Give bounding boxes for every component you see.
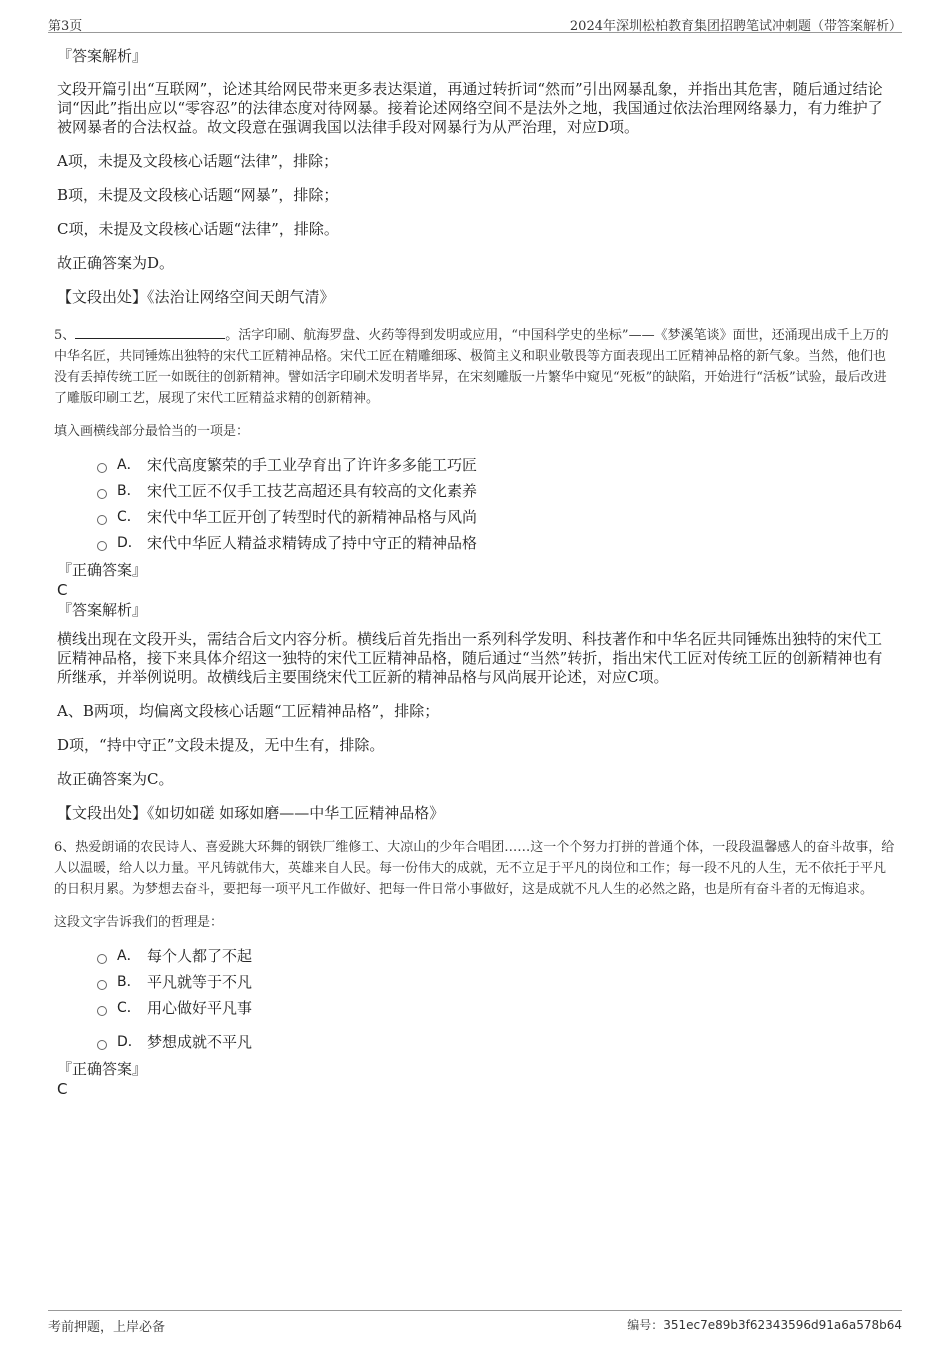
document-title: 2024年深圳松柏教育集团招聘笔试冲刺题（带答案解析） xyxy=(569,19,902,34)
q5-stem-text: 。活字印刷、航海罗盘、火药等得到发明或应用，“中国科学史的坐标”——《梦溪笔谈》面世，还涌现出成千上万的中华名匠，共同锤炼出独特的宋代工匠精神品格。宋代工匠在精雕细琢、极简主义和职业敬畏等方面表现出工匠精神品格的新气象。当然，他们也没有丢掉传统工匠一如既往的创新精神。譬如活字印刷术发明者毕昇，在宋刻雕版一片繁华中窥见“死板”的缺陷，开始进行“活板”试验，最后改进了雕版印刷工艺，展现了宋代工匠精益求精的创新精神。 xyxy=(54,328,889,406)
option-letter: D． xyxy=(117,1034,142,1050)
option-letter: A． xyxy=(117,948,141,964)
option-letter: B． xyxy=(117,974,141,990)
q5-point-d: D项，“持中守正”文段未提及，无中生有，排除。 xyxy=(57,736,385,754)
q6-option-c[interactable] xyxy=(97,995,895,1021)
q4-point-a: A项，未提及文段核心话题“法律”，排除； xyxy=(57,152,339,170)
option-text: 每个人都了不起 xyxy=(147,947,253,965)
radio-icon[interactable] xyxy=(97,1006,107,1016)
q6-option-d[interactable] xyxy=(97,1029,895,1055)
q5-stem xyxy=(54,325,895,409)
option-text: 宋代高度繁荣的手工业孕育出了许许多多能工巧匠 xyxy=(147,456,478,474)
q6-stem: 6、热爱朗诵的农民诗人、喜爱跳大环舞的钢铁厂维修工、大凉山的少年合唱团……这一个个努力打拼的普通个体，一段段温馨感人的奋斗故事，给人以温暖，给人以力量。平凡铸就伟大，英雄来自人民。每一份伟大的成就，无不立足于平凡的岗位和工作；每一段不凡的人生，无不依托于平凡的日积月累。为梦想去奋斗，要把每一项平凡工作做好、把每一件日常小事做好，这是成就不凡人生的必然之路，也是所有奋斗者的无悔追求。 xyxy=(54,840,895,897)
q5-option-b[interactable] xyxy=(97,478,895,504)
radio-icon[interactable] xyxy=(97,954,107,964)
q5-analysis: 横线出现在文段开头，需结合后文内容分析。横线后首先指出一系列科学发明、科技著作和中华名匠共同锤炼出独特的宋代工匠精神品格，接下来具体介绍这一独特的宋代工匠精神品格，随后通过“当然”转折，指出宋代工匠对传统工匠的创新精神也有所继承，并举例说明。故横线后主要围绕宋代工匠新的精神品格与风尚展开论述，对应C项。 xyxy=(57,630,883,686)
option-text: 梦想成就不平凡 xyxy=(147,1033,253,1051)
q5-option-c[interactable] xyxy=(97,504,895,530)
q4-analysis: 文段开篇引出“互联网”，论述其给网民带来更多表达渠道，再通过转折词“然而”引出网暴乱象，并指出其危害，随后通过结论词“因此”指出应以“零容忍”的法律态度对待网暴。接着论述网络空间不是法外之地，我国通过依法治理网络暴力，有力维护了被网暴者的合法权益。故文段意在强调我国以法律手段对网暴行为从严治理，对应D项。 xyxy=(57,80,883,136)
radio-icon[interactable] xyxy=(97,1040,107,1050)
option-letter: C． xyxy=(117,509,141,525)
radio-icon[interactable] xyxy=(97,489,107,499)
option-letter: B． xyxy=(117,483,141,499)
option-letter: C． xyxy=(117,1000,141,1016)
q4-point-b: B项，未提及文段核心话题“网暴”，排除； xyxy=(57,186,339,204)
q5-point-ab: A、B两项，均偏离文段核心话题“工匠精神品格”，排除； xyxy=(57,702,440,720)
q5-blank xyxy=(75,326,225,339)
q6-prompt: 这段文字告诉我们的哲理是： xyxy=(54,915,224,930)
q4-point-c: C项，未提及文段核心话题“法律”，排除。 xyxy=(57,220,339,238)
page-header xyxy=(48,12,902,33)
radio-icon[interactable] xyxy=(97,515,107,525)
option-letter: A． xyxy=(117,457,141,473)
page-content xyxy=(54,46,895,1099)
q5-answer-label: 『正确答案』 xyxy=(57,561,148,579)
option-text: 用心做好平凡事 xyxy=(147,999,253,1017)
option-letter: D． xyxy=(117,535,142,551)
q6-option-b[interactable] xyxy=(97,969,895,995)
q5-source: 【文段出处】《如切如磋 如琢如磨——中华工匠精神品格》 xyxy=(57,804,445,822)
q4-source: 【文段出处】《法治让网络空间天朗气清》 xyxy=(57,288,335,306)
q5-conclusion: 故正确答案为C。 xyxy=(57,770,174,788)
option-text: 宋代工匠不仅手工技艺高超还具有较高的文化素养 xyxy=(147,482,478,500)
q5-number: 5、 xyxy=(54,328,76,343)
option-text: 宋代中华匠人精益求精铸成了持中守正的精神品格 xyxy=(147,534,478,552)
q6-answer-label: 『正确答案』 xyxy=(57,1060,148,1078)
q5-answer: C xyxy=(57,581,68,599)
radio-icon[interactable] xyxy=(97,541,107,551)
option-text: 宋代中华工匠开创了转型时代的新精神品格与风尚 xyxy=(147,508,478,526)
q5-options xyxy=(97,452,895,556)
option-text: 平凡就等于不凡 xyxy=(147,973,253,991)
radio-icon[interactable] xyxy=(97,980,107,990)
footer-slogan: 考前押题，上岸必备 xyxy=(48,1320,166,1335)
q6-options xyxy=(97,943,895,1055)
page-number: 第3页 xyxy=(48,19,83,34)
q4-conclusion: 故正确答案为D。 xyxy=(57,254,175,272)
radio-icon[interactable] xyxy=(97,463,107,473)
page-footer xyxy=(48,1310,902,1335)
q5-option-a[interactable] xyxy=(97,452,895,478)
q5-analysis-label: 『答案解析』 xyxy=(57,601,148,619)
q5-option-d[interactable] xyxy=(97,530,895,556)
q6-option-a[interactable] xyxy=(97,943,895,969)
document-code: 编号：351ec7e89b3f62343596d91a6a578b64 xyxy=(627,1318,902,1332)
q4-analysis-label: 『答案解析』 xyxy=(57,47,148,65)
q6-answer: C xyxy=(57,1080,68,1098)
q5-prompt: 填入画横线部分最恰当的一项是： xyxy=(54,424,250,439)
